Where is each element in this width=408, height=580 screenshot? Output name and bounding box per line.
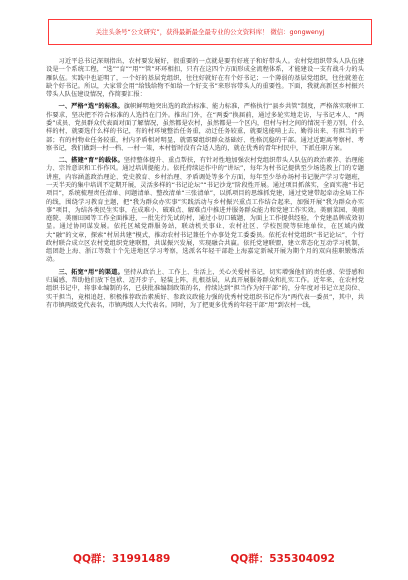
- section-3-text: 坚持从政治上、工作上、生活上，关心关爱村书记，切实增强他们的责任感、荣誉感和归属感，帮助他们放下包袱、迈开步子，轻装上阵，扎根基层，从真开展服务群众和扎实工作。近年来，在农村党组织书记中，将事业编制的名，已获批准编制政策的名，持续达到“担当作为好干部”的，分年度对书记立足岗位、实干担当，竟相追赶、积极推荐政治素质好、参政议政能力强的优秀村党组织书记作为“两代表一委员”，其中，共有市镇两级党代表名，市镇两级人大代表名。同时，为了把更多优秀的年轻干部“用”到农村一线，: [46, 268, 364, 309]
- section-2-heading: 二、搭建“育”的载体。: [58, 157, 124, 165]
- footer-qq-group-2: QQ群：535304092: [230, 553, 335, 565]
- intro-paragraph: 习近平总书记深刻指出，农村要发展好，很重要的一点就是要有好班子和好带头人。农村党组织带头人队伍建设是一个系统工程，“选”“育”“用”“管”环环相扣，只有在这四个方面形成全流程体系，才能建设一支有战斗力的头雁队伍。实践中也证明了，一个好的基层党组织，往往好就好在有个好书记；一个薄弱的基层党组织，往往就差在缺个好书记。所以，大家常会用“给钱给物不如给一个好支书”来形容带头人的重要性。下面，我就高新区乡村振兴带头人队伍建设情况，作简要汇报：: [46, 58, 364, 99]
- section-3-heading: 三、拓宽“用”的渠道。: [58, 268, 124, 276]
- section-3-paragraph: [46, 269, 364, 310]
- section-1-text: 旗帜鲜明地突出选的政治标准、能力标准，严格执行“县乡共管”制度，严格落实联审工作要求，坚决把不符合标准的人选挡在门外。推出门外，在“两委”换届前，通过多轮实地走访，与书记本人、“两委”成员、党员群众代表面对面了解情况，虽然都是农村，虽然都是一个区内，但村与村之间的情况千差万别，什么样的村，就要选什么样的书记，有的村环境整治任务重，动迁任务较重，就要选能啃上去、勤得出来、有担当的干部；有的村物业任务较重，村内矛盾相对明显，就需要组织群众基础好、性格沉稳的干部。通过近距离考察村、考察书记，我们做到一村一档、一村一策，本村暂时没有合适人选的，就在优秀的青年村民中，下派任职方案。: [46, 103, 364, 152]
- footer-qq-group-1: QQ群：31991489: [73, 553, 171, 565]
- footer-contacts: [0, 552, 408, 568]
- section-2-text: 坚持整体提升、重点帮扶，有针对性地加强农村党组织带头人队伍的政治素养、治理能力、宗旨意识和工作作风。通过培训提能力。依托持续运作中的“讲坛”，每年为村书记提供至少场选教上门的专题讲座，内容涵盖政治理论、党史教育、乡村治理、矛盾调处等多个方面，每年至少举办场村书记脱产学习专题班，一天半天的集中培训不定期开展，灵活多样的“书记论坛”“书记沙龙”阶段性开展。通过项目抓落实，全面实施“书记项目”，系统梳理责任清单、问题清单、整改清单“三张清单”，以抓项目的思维抓党建，通过党建带起牵动全局工作的线，围绕学习教育主题，把“我为群众办实事”实践活动与乡村振兴重点工作结合起来，加强开展“我为群众办实事”项目，为结各类民生实事，在成难小、破难点、解难点中推进并服务群众能力和党建工作实效。美丽菜园、美丽庭院、美丽田园等工作全面推进，一批先行先试的村，通过小切口破题，为面上工作提供经验，个党建品牌成效初显。通过协同谋发展。依托区城党群服务站，联动机关事业、农村社区、学校医院等驻地单位，在区域内做大“融”的文章，探索“村居共建”模式，推动农村书记兼任个办事处党工委委员。依托农村党组织“书记论坛”，个行政村联合成立区农村党组织党建联盟，共谋振兴发展，实现融合共赢。依托党建联盟，建立常态化互动学习机制，组团赴上海、浙江等数十个先进地区学习考察，选派名年轻干部赴上海嘉定新城开展为期个月的双向挂职锻炼活动。: [46, 157, 364, 264]
- promo-banner-text: 关注头条号“公文研究”，获得最新最全最专业的公文资料库！ 微信：gongwenyj: [95, 28, 325, 36]
- section-1-heading: 一、严格“选”的标准。: [58, 103, 124, 111]
- promo-banner: [48, 19, 372, 45]
- section-2-paragraph: [46, 157, 364, 265]
- document-body: [46, 58, 364, 310]
- section-1-paragraph: [46, 103, 364, 153]
